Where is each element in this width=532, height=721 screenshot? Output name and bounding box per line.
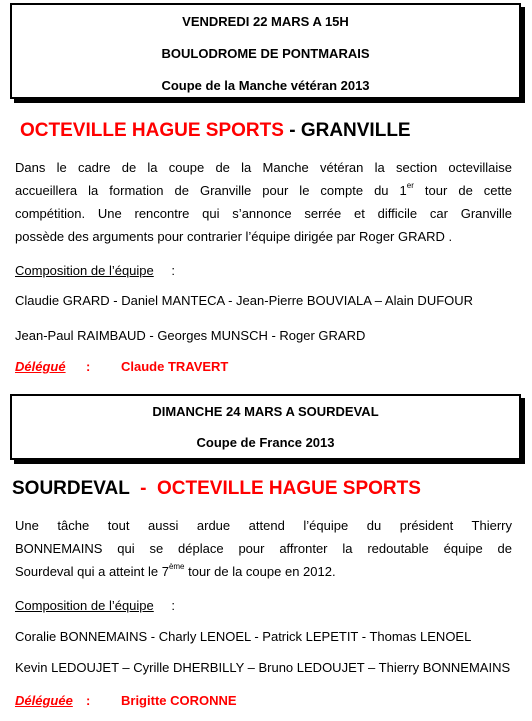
match1-home-team: OCTEVILLE HAGUE SPORTS [20,120,284,141]
match1-text: accueillera la formation de Granville pour le compte du 1 [15,183,407,198]
match2-text: tour de la coupe en 2012. [184,564,336,579]
match2-delegate-colon: : [86,693,91,708]
match2-info-box [10,394,521,460]
match2-text: Sourdeval qui a atteint le 7 [15,564,169,579]
match2-paragraph-line [15,560,512,583]
match2-composition-label-row [15,598,175,613]
match1-paragraph-line: Dans le cadre de la coupe de la Manche vétéran la section octevillaise [15,160,512,175]
match2-home-team: SOURDEVAL [12,478,130,499]
match1-delegate-name: Claude TRAVERT [121,359,229,374]
match1-paragraph-line: compétition. Une rencontre qui s’annonce serrée et difficile car Granville [15,206,512,221]
match2-heading [12,478,421,500]
match2-delegate-name: Brigitte CORONNE [121,693,237,708]
match1-composition-colon: : [171,263,176,278]
match1-heading-separator: - [283,120,301,141]
match2-composition-label: Composition de l’équipe [15,598,154,613]
match1-competition: Coupe de la Manche vétéran 2013 [161,78,370,93]
match2-paragraph-line: BONNEMAINS qui se déplace pour affronter la redoutable équipe de [15,541,512,556]
match2-composition-colon: : [171,598,176,613]
match2-superscript: ème [168,561,185,571]
match1-delegate-row [15,359,229,374]
match2-paragraph-line: Une tâche tout aussi ardue attend l’équipe du président Thierry [15,518,512,533]
match1-delegate-colon: : [86,359,91,374]
match1-players-row: Jean-Paul RAIMBAUD - Georges MUNSCH - Roger GRARD [15,328,366,343]
match1-text: tour de cette [413,183,512,198]
match1-composition-label-row [15,263,175,278]
match2-paragraph [15,514,512,583]
match2-date: DIMANCHE 24 MARS A SOURDEVAL [152,404,379,419]
match2-players-row: Coralie BONNEMAINS - Charly LENOEL - Patrick LEPETIT - Thomas LENOEL [15,629,472,644]
match1-away-team: GRANVILLE [300,120,411,141]
match1-composition-label: Composition de l’équipe [15,263,154,278]
match1-date: VENDREDI 22 MARS A 15H [182,14,349,29]
match1-delegate-label: Délégué [15,359,66,374]
match2-away-team: OCTEVILLE HAGUE SPORTS [157,478,421,499]
match2-players-row: Kevin LEDOUJET – Cyrille DHERBILLY – Bruno LEDOUJET – Thierry BONNEMAINS [15,660,511,675]
match1-paragraph [15,156,512,248]
match1-superscript: er [406,180,414,190]
match1-heading [20,120,411,142]
match1-players-row: Claudie GRARD - Daniel MANTECA - Jean-Pierre BOUVIALA – Alain DUFOUR [15,293,474,308]
match1-paragraph-line: possède des arguments pour contrarier l’équipe dirigée par Roger GRARD . [15,229,453,244]
match2-delegate-row [15,693,237,708]
match1-info-box [10,3,521,99]
match2-heading-separator: - [129,478,157,499]
match2-delegate-label: Déléguée [15,693,73,708]
match1-venue: BOULODROME DE PONTMARAIS [161,46,370,61]
match2-competition: Coupe de France 2013 [196,435,335,450]
match1-paragraph-line [15,179,512,202]
